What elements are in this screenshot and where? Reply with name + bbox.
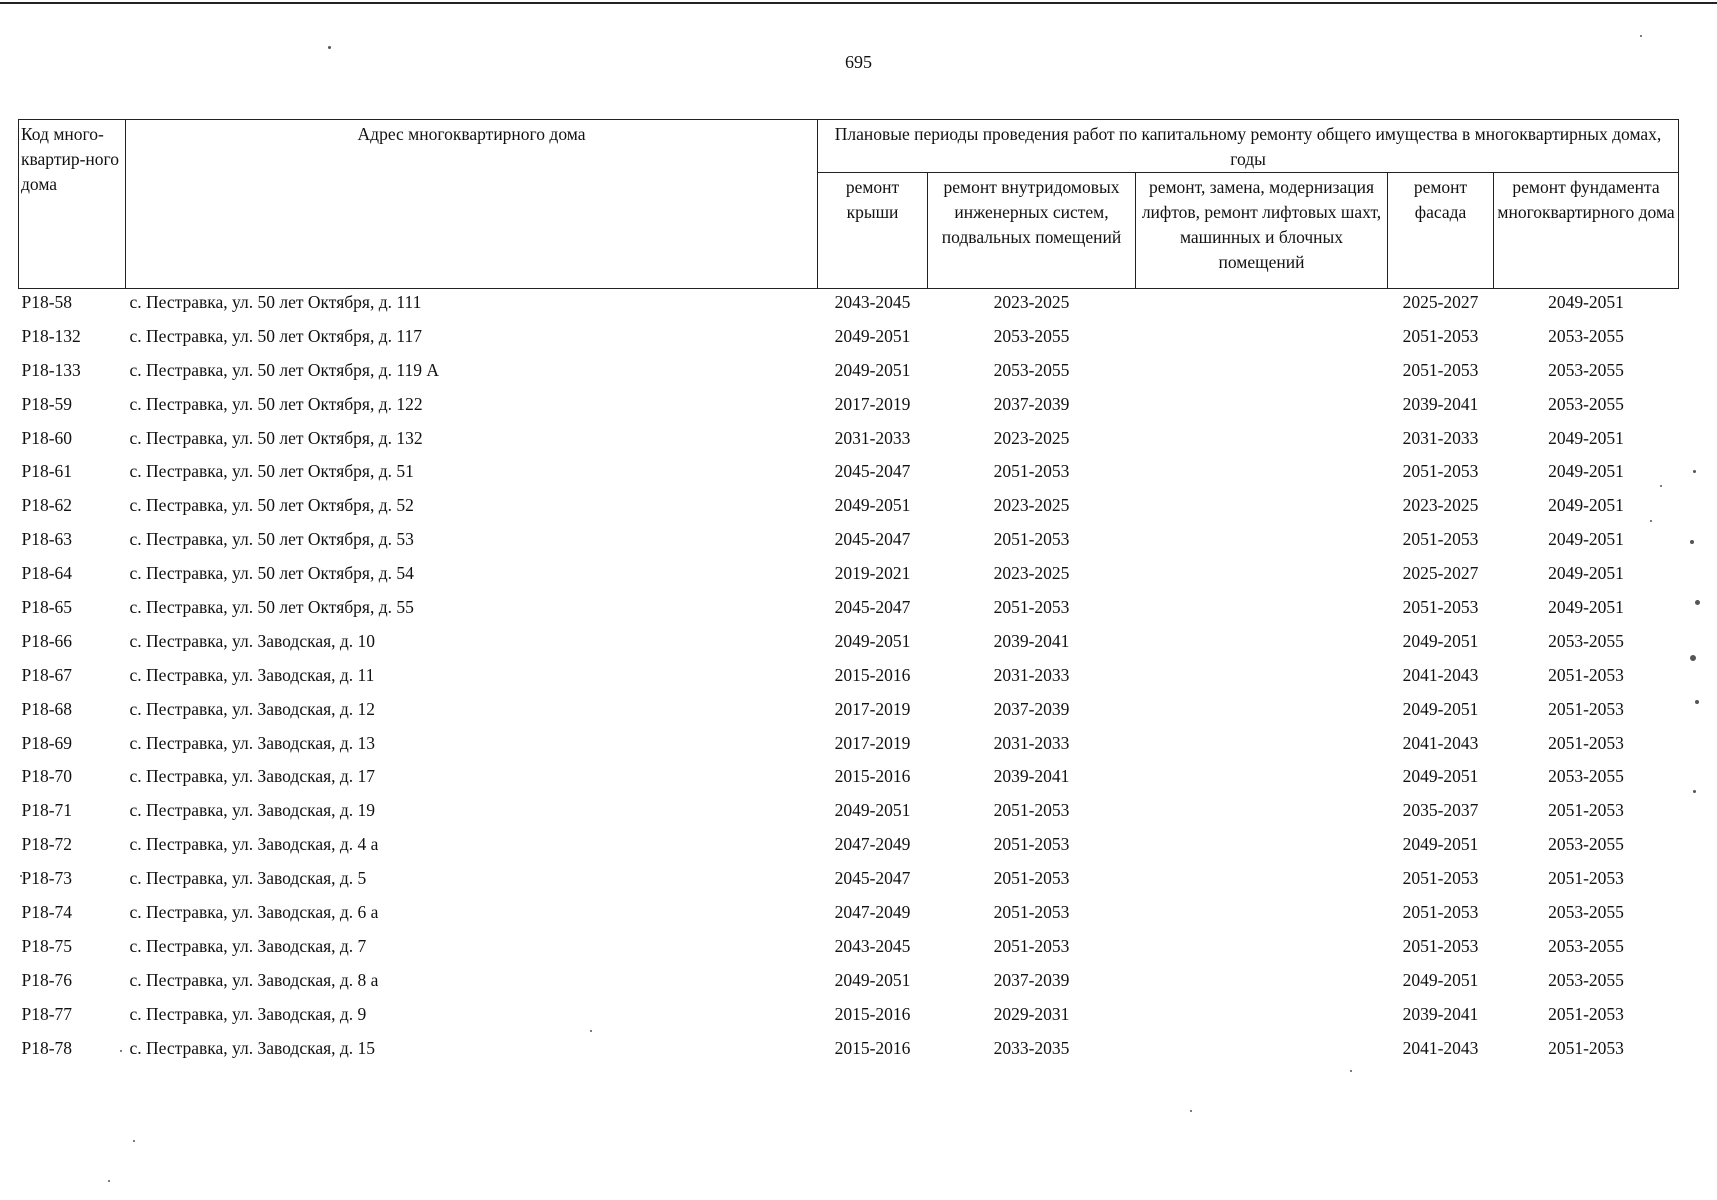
cell-foundation: 2049-2051 bbox=[1548, 597, 1624, 618]
cell-foundation: 2051-2053 bbox=[1548, 664, 1624, 685]
table-row bbox=[19, 391, 1679, 425]
scan-speck bbox=[120, 1050, 122, 1052]
header-facade: ремонт фасада bbox=[1388, 173, 1494, 289]
table-row bbox=[19, 1035, 1679, 1069]
cell-address: с. Пестравка, ул. Заводская, д. 13 bbox=[129, 732, 376, 753]
cell-systems: 2037-2039 bbox=[993, 393, 1070, 414]
cell-foundation: 2051-2053 bbox=[1548, 698, 1624, 719]
cell-lifts bbox=[1136, 899, 1388, 933]
cell-code: Р18-75 bbox=[21, 935, 73, 956]
cell-facade: 2041-2043 bbox=[1402, 664, 1479, 685]
cell-address: с. Пестравка, ул. 50 лет Октября, д. 111 bbox=[129, 292, 422, 312]
cell-address: с. Пестравка, ул. Заводская, д. 5 bbox=[129, 868, 367, 889]
cell-address: с. Пестравка, ул. Заводская, д. 10 bbox=[129, 630, 376, 651]
table-row bbox=[19, 323, 1679, 357]
cell-foundation: 2053-2055 bbox=[1548, 393, 1624, 414]
scan-speck bbox=[1660, 485, 1662, 487]
table-header bbox=[19, 120, 1679, 289]
cell-code: Р18-66 bbox=[21, 630, 73, 651]
cell-lifts bbox=[1136, 1035, 1388, 1069]
cell-facade: 2051-2053 bbox=[1402, 529, 1479, 550]
cell-facade: 2049-2051 bbox=[1402, 969, 1479, 990]
cell-address: с. Пестравка, ул. 50 лет Октября, д. 54 bbox=[129, 563, 414, 584]
cell-facade: 2049-2051 bbox=[1402, 630, 1479, 651]
scan-speck bbox=[328, 46, 331, 49]
cell-roof: 2015-2016 bbox=[834, 664, 911, 685]
cell-facade: 2049-2051 bbox=[1402, 698, 1479, 719]
cell-systems: 2051-2053 bbox=[993, 529, 1070, 550]
scan-speck bbox=[1650, 520, 1652, 522]
cell-facade: 2049-2051 bbox=[1402, 766, 1479, 787]
cell-foundation: 2049-2051 bbox=[1548, 529, 1624, 550]
cell-address: с. Пестравка, ул. 50 лет Октября, д. 55 bbox=[129, 597, 414, 618]
cell-roof: 2049-2051 bbox=[834, 495, 911, 516]
cell-code: Р18-67 bbox=[21, 664, 73, 685]
cell-foundation: 2051-2053 bbox=[1548, 868, 1624, 889]
cell-lifts bbox=[1136, 425, 1388, 459]
cell-facade: 2039-2041 bbox=[1402, 393, 1479, 414]
header-roof: ремонт крыши bbox=[818, 173, 928, 289]
cell-facade: 2051-2053 bbox=[1402, 597, 1479, 618]
cell-address: с. Пестравка, ул. Заводская, д. 7 bbox=[129, 935, 367, 956]
cell-roof: 2017-2019 bbox=[834, 698, 911, 719]
scan-speck bbox=[590, 1030, 592, 1032]
table-row bbox=[19, 289, 1679, 323]
cell-foundation: 2053-2055 bbox=[1548, 766, 1624, 787]
cell-code: Р18-78 bbox=[21, 1037, 73, 1058]
table-row bbox=[19, 357, 1679, 391]
cell-lifts bbox=[1136, 391, 1388, 425]
table-row bbox=[19, 1001, 1679, 1035]
cell-systems: 2051-2053 bbox=[993, 902, 1070, 923]
cell-systems: 2033-2035 bbox=[993, 1037, 1070, 1058]
cell-facade: 2051-2053 bbox=[1402, 902, 1479, 923]
cell-foundation: 2053-2055 bbox=[1548, 969, 1624, 990]
cell-roof: 2019-2021 bbox=[834, 563, 911, 584]
cell-roof: 2049-2051 bbox=[834, 630, 911, 651]
cell-foundation: 2049-2051 bbox=[1548, 563, 1624, 584]
cell-address: с. Пестравка, ул. 50 лет Октября, д. 52 bbox=[129, 495, 414, 516]
cell-roof: 2047-2049 bbox=[834, 834, 911, 855]
cell-foundation: 2053-2055 bbox=[1548, 834, 1624, 855]
cell-systems: 2023-2025 bbox=[993, 427, 1070, 448]
scan-speck bbox=[1695, 600, 1700, 605]
cell-lifts bbox=[1136, 1001, 1388, 1035]
table-body bbox=[19, 289, 1679, 1069]
cell-roof: 2017-2019 bbox=[834, 393, 911, 414]
cell-lifts bbox=[1136, 797, 1388, 831]
page-number: 695 bbox=[845, 52, 872, 72]
table-row bbox=[19, 763, 1679, 797]
cell-roof: 2045-2047 bbox=[834, 529, 911, 550]
cell-foundation: 2053-2055 bbox=[1548, 902, 1624, 923]
cell-code: Р18-63 bbox=[21, 529, 73, 550]
table-row bbox=[19, 526, 1679, 560]
cell-roof: 2049-2051 bbox=[834, 325, 911, 346]
cell-facade: 2041-2043 bbox=[1402, 732, 1479, 753]
header-planned-periods: Плановые периоды проведения работ по капитальному ремонту общего имущества в многоквартирных домах, годы bbox=[818, 120, 1679, 173]
cell-code: Р18-68 bbox=[21, 698, 73, 719]
cell-address: с. Пестравка, ул. Заводская, д. 15 bbox=[129, 1037, 376, 1058]
cell-facade: 2025-2027 bbox=[1402, 563, 1479, 584]
cell-code: Р18-60 bbox=[21, 427, 73, 448]
table-row bbox=[19, 696, 1679, 730]
cell-code: Р18-73 bbox=[21, 868, 73, 889]
cell-roof: 2045-2047 bbox=[834, 868, 911, 889]
cell-code: Р18-70 bbox=[21, 766, 73, 787]
cell-address: с. Пестравка, ул. 50 лет Октября, д. 51 bbox=[129, 461, 414, 482]
cell-systems: 2039-2041 bbox=[993, 630, 1070, 651]
table-row bbox=[19, 933, 1679, 967]
scan-speck bbox=[108, 1180, 110, 1182]
cell-systems: 2051-2053 bbox=[993, 597, 1070, 618]
cell-foundation: 2051-2053 bbox=[1548, 800, 1624, 821]
cell-address: с. Пестравка, ул. 50 лет Октября, д. 119 А bbox=[129, 359, 439, 380]
cell-code: Р18-77 bbox=[21, 1003, 73, 1024]
table-row bbox=[19, 492, 1679, 526]
cell-facade: 2039-2041 bbox=[1402, 1003, 1479, 1024]
cell-lifts bbox=[1136, 357, 1388, 391]
cell-systems: 2051-2053 bbox=[993, 461, 1070, 482]
cell-lifts bbox=[1136, 831, 1388, 865]
table-row bbox=[19, 662, 1679, 696]
cell-roof: 2017-2019 bbox=[834, 732, 911, 753]
cell-systems: 2053-2055 bbox=[993, 325, 1070, 346]
cell-systems: 2037-2039 bbox=[993, 969, 1070, 990]
cell-address: с. Пестравка, ул. Заводская, д. 8 а bbox=[129, 969, 379, 990]
cell-foundation: 2051-2053 bbox=[1548, 1037, 1624, 1058]
cell-lifts bbox=[1136, 696, 1388, 730]
cell-foundation: 2053-2055 bbox=[1548, 359, 1624, 380]
scan-speck bbox=[1690, 540, 1694, 544]
cell-foundation: 2049-2051 bbox=[1548, 292, 1624, 312]
scan-speck bbox=[1693, 470, 1696, 473]
cell-roof: 2045-2047 bbox=[834, 461, 911, 482]
cell-lifts bbox=[1136, 458, 1388, 492]
cell-facade: 2051-2053 bbox=[1402, 461, 1479, 482]
cell-roof: 2049-2051 bbox=[834, 359, 911, 380]
cell-code: Р18-72 bbox=[21, 834, 73, 855]
cell-address: с. Пестравка, ул. 50 лет Октября, д. 122 bbox=[129, 393, 423, 414]
cell-code: Р18-62 bbox=[21, 495, 73, 516]
table-row bbox=[19, 628, 1679, 662]
top-border-line bbox=[0, 2, 1717, 4]
header-address: Адрес многоквартирного дома bbox=[126, 120, 818, 289]
cell-address: с. Пестравка, ул. 50 лет Октября, д. 117 bbox=[129, 325, 422, 346]
cell-systems: 2037-2039 bbox=[993, 698, 1070, 719]
scan-speck bbox=[1690, 655, 1696, 661]
scan-speck bbox=[1693, 790, 1696, 793]
scan-speck bbox=[20, 875, 22, 877]
cell-systems: 2053-2055 bbox=[993, 359, 1070, 380]
table-row bbox=[19, 730, 1679, 764]
cell-facade: 2031-2033 bbox=[1402, 427, 1479, 448]
cell-foundation: 2053-2055 bbox=[1548, 935, 1624, 956]
cell-foundation: 2051-2053 bbox=[1548, 1003, 1624, 1024]
cell-lifts bbox=[1136, 526, 1388, 560]
cell-roof: 2049-2051 bbox=[834, 969, 911, 990]
cell-lifts bbox=[1136, 730, 1388, 764]
cell-code: Р18-59 bbox=[21, 393, 73, 414]
table-row bbox=[19, 560, 1679, 594]
cell-address: с. Пестравка, ул. Заводская, д. 19 bbox=[129, 800, 376, 821]
cell-foundation: 2049-2051 bbox=[1548, 495, 1624, 516]
table-row bbox=[19, 865, 1679, 899]
table-row bbox=[19, 425, 1679, 459]
cell-code: Р18-65 bbox=[21, 597, 73, 618]
cell-address: с. Пестравка, ул. Заводская, д. 4 а bbox=[129, 834, 379, 855]
cell-facade: 2023-2025 bbox=[1402, 495, 1479, 516]
cell-systems: 2039-2041 bbox=[993, 766, 1070, 787]
cell-foundation: 2049-2051 bbox=[1548, 427, 1624, 448]
cell-roof: 2015-2016 bbox=[834, 1003, 911, 1024]
cell-systems: 2051-2053 bbox=[993, 935, 1070, 956]
cell-systems: 2023-2025 bbox=[993, 292, 1070, 312]
cell-facade: 2051-2053 bbox=[1402, 935, 1479, 956]
cell-lifts bbox=[1136, 763, 1388, 797]
cell-systems: 2023-2025 bbox=[993, 495, 1070, 516]
scan-speck bbox=[133, 1140, 135, 1142]
cell-lifts bbox=[1136, 323, 1388, 357]
cell-code: Р18-61 bbox=[21, 461, 73, 482]
table-row bbox=[19, 458, 1679, 492]
cell-code: Р18-58 bbox=[21, 292, 73, 312]
cell-code: Р18-69 bbox=[21, 732, 73, 753]
cell-code: Р18-71 bbox=[21, 800, 73, 821]
cell-facade: 2049-2051 bbox=[1402, 834, 1479, 855]
cell-foundation: 2051-2053 bbox=[1548, 732, 1624, 753]
cell-address: с. Пестравка, ул. Заводская, д. 9 bbox=[129, 1003, 367, 1024]
cell-systems: 2031-2033 bbox=[993, 732, 1070, 753]
cell-facade: 2025-2027 bbox=[1402, 292, 1479, 312]
cell-systems: 2051-2053 bbox=[993, 834, 1070, 855]
cell-facade: 2051-2053 bbox=[1402, 359, 1479, 380]
cell-roof: 2047-2049 bbox=[834, 902, 911, 923]
scan-speck bbox=[1695, 700, 1699, 704]
cell-roof: 2043-2045 bbox=[834, 292, 911, 312]
cell-address: с. Пестравка, ул. Заводская, д. 17 bbox=[129, 766, 376, 787]
cell-lifts bbox=[1136, 865, 1388, 899]
scan-speck bbox=[1190, 1110, 1192, 1112]
cell-address: с. Пестравка, ул. 50 лет Октября, д. 132 bbox=[129, 427, 423, 448]
header-code: Код много-квартир-ного дома bbox=[19, 120, 126, 289]
scan-speck bbox=[1350, 1070, 1352, 1072]
table-row bbox=[19, 594, 1679, 628]
cell-address: с. Пестравка, ул. Заводская, д. 6 а bbox=[129, 902, 379, 923]
cell-lifts bbox=[1136, 933, 1388, 967]
cell-facade: 2035-2037 bbox=[1402, 800, 1479, 821]
cell-code: Р18-64 bbox=[21, 563, 73, 584]
cell-address: с. Пестравка, ул. 50 лет Октября, д. 53 bbox=[129, 529, 414, 550]
cell-address: с. Пестравка, ул. Заводская, д. 12 bbox=[129, 698, 376, 719]
scan-speck bbox=[1640, 35, 1642, 37]
repair-schedule-table bbox=[18, 119, 1679, 1068]
cell-systems: 2031-2033 bbox=[993, 664, 1070, 685]
cell-facade: 2051-2053 bbox=[1402, 325, 1479, 346]
cell-lifts bbox=[1136, 492, 1388, 526]
cell-systems: 2029-2031 bbox=[993, 1003, 1070, 1024]
cell-lifts bbox=[1136, 560, 1388, 594]
table-row bbox=[19, 967, 1679, 1001]
cell-lifts bbox=[1136, 662, 1388, 696]
cell-address: с. Пестравка, ул. Заводская, д. 11 bbox=[129, 664, 375, 685]
cell-foundation: 2053-2055 bbox=[1548, 325, 1624, 346]
cell-lifts bbox=[1136, 967, 1388, 1001]
cell-code: Р18-76 bbox=[21, 969, 73, 990]
header-engineering-systems: ремонт внутридомовых инженерных систем, подвальных помещений bbox=[928, 173, 1136, 289]
table-row bbox=[19, 797, 1679, 831]
cell-roof: 2045-2047 bbox=[834, 597, 911, 618]
cell-roof: 2015-2016 bbox=[834, 766, 911, 787]
header-lifts: ремонт, замена, модернизация лифтов, ремонт лифтовых шахт, машинных и блочных помещений bbox=[1136, 173, 1388, 289]
cell-code: Р18-74 bbox=[21, 902, 73, 923]
cell-roof: 2043-2045 bbox=[834, 935, 911, 956]
cell-roof: 2049-2051 bbox=[834, 800, 911, 821]
cell-facade: 2041-2043 bbox=[1402, 1037, 1479, 1058]
cell-lifts bbox=[1136, 289, 1388, 323]
cell-systems: 2023-2025 bbox=[993, 563, 1070, 584]
table-row bbox=[19, 899, 1679, 933]
cell-code: Р18-132 bbox=[21, 325, 81, 346]
cell-lifts bbox=[1136, 594, 1388, 628]
cell-foundation: 2053-2055 bbox=[1548, 630, 1624, 651]
cell-systems: 2051-2053 bbox=[993, 868, 1070, 889]
cell-roof: 2015-2016 bbox=[834, 1037, 911, 1058]
cell-systems: 2051-2053 bbox=[993, 800, 1070, 821]
header-foundation: ремонт фундамента многоквартирного дома bbox=[1494, 173, 1679, 289]
cell-foundation: 2049-2051 bbox=[1548, 461, 1624, 482]
cell-roof: 2031-2033 bbox=[834, 427, 911, 448]
cell-facade: 2051-2053 bbox=[1402, 868, 1479, 889]
cell-code: Р18-133 bbox=[21, 359, 81, 380]
table-row bbox=[19, 831, 1679, 865]
cell-lifts bbox=[1136, 628, 1388, 662]
